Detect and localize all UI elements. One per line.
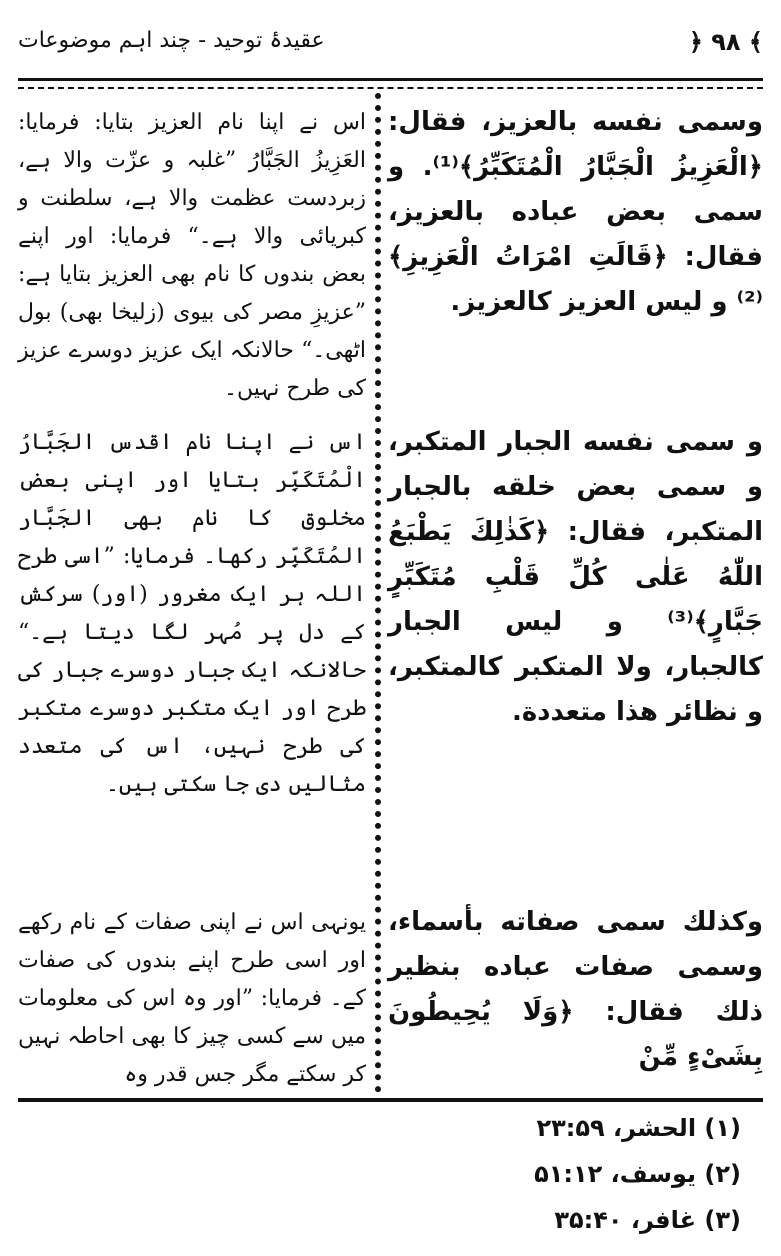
arabic-paragraph-2: و سمی نفسه الجبار المتكبر، و سمی بعض خلقه بالجبار المتكبر، فقال: ﴿كَذٰلِكَ یَطْبَعُ اللّٰهُ عَلٰی كُلِّ قَلْبِ مُتَكَبِّرٍ جَبَّارٍ﴾⁽³⁾ و لیس الجبار كالجبار، ولا المتكبر كالمتكبر، و نظائر هذا متعددة. bbox=[388, 427, 763, 727]
urdu-paragraph-2: اس نے اپنا نام اقدس الجَبَّارُ الْمُتَكَبِّر بتایا اور اپنی بعض مخلوق کا نام بھی الجَبَّار المُتَکَبِّر رکھا۔ فرمایا: ”اسی طرح اللہ ہر ایک مغرور (اور) سرکش کے دل پر مُہر لگا دیتا ہے۔“ حالانکہ ایک جبار دوسرے جبار کی طرح اور ایک متکبر دوسرے متکبر کی طرح نہیں، اس کی متعدد مثالیں دی جا سکتی ہیں۔ bbox=[18, 430, 366, 797]
footnote-2: (۲) یوسف، ۵۱:۱۲ bbox=[534, 1160, 741, 1188]
book-title: عقیدۂ توحید - چند اہم موضوعات bbox=[18, 28, 325, 53]
header-rule bbox=[18, 78, 763, 81]
footnote-rule bbox=[18, 1098, 763, 1102]
column-divider bbox=[375, 93, 381, 1093]
footnote-1: (۱) الحشر، ۲۳:۵۹ bbox=[536, 1114, 741, 1142]
urdu-paragraph-1: اس نے اپنا نام العزیز بتایا: فرمایا: العَزِیزُ الجَبَّارُ ”غلبہ و عزّت والا ہے، زبردست عظمت والا ہے، سلطنت و کبریائی والا ہے۔“ فرمایا: اور اپنے بعض بندوں کا نام بھی العزیز بتایا ہے: ”عزیزِ مصر کی بیوی (زلیخا بھی) بول اٹھی۔“ حالانکہ ایک عزیز دوسرے عزیز کی طرح نہیں۔ bbox=[18, 110, 366, 401]
urdu-paragraph-3: یونہی اس نے اپنی صفات کے نام رکھے اور اسی طرح اپنے بندوں کی صفات کے۔ فرمایا: ”اور وہ اس کی معلومات میں سے کسی چیز کا بھی احاطہ نہیں کر سکتے مگر جس قدر وہ bbox=[18, 910, 366, 1087]
footnote-3: (۳) غافر، ۳۵:۴۰ bbox=[554, 1206, 741, 1234]
page-header bbox=[18, 28, 763, 68]
header-dashed-rule bbox=[18, 87, 763, 89]
arabic-paragraph-3: وكذلك سمی صفاته بأسماء، وسمی صفات عباده بنظیر ذلك فقال: ﴿وَلَا یُحِیطُونَ بِشَیْءٍ مِّنْ bbox=[388, 907, 763, 1072]
page-number: ﴿ ۹۸ ﴾ bbox=[688, 28, 763, 56]
arabic-paragraph-1: وسمی نفسه بالعزیز، فقال: ﴿الْعَزِیزُ الْجَبَّارُ الْمُتَكَبِّرُ﴾⁽¹⁾. و سمی بعض عباده بالعزیز، فقال: ﴿قَالَتِ امْرَاتُ الْعَزِیزِ﴾⁽²⁾ و لیس العزیز كالعزیز. bbox=[388, 107, 763, 317]
